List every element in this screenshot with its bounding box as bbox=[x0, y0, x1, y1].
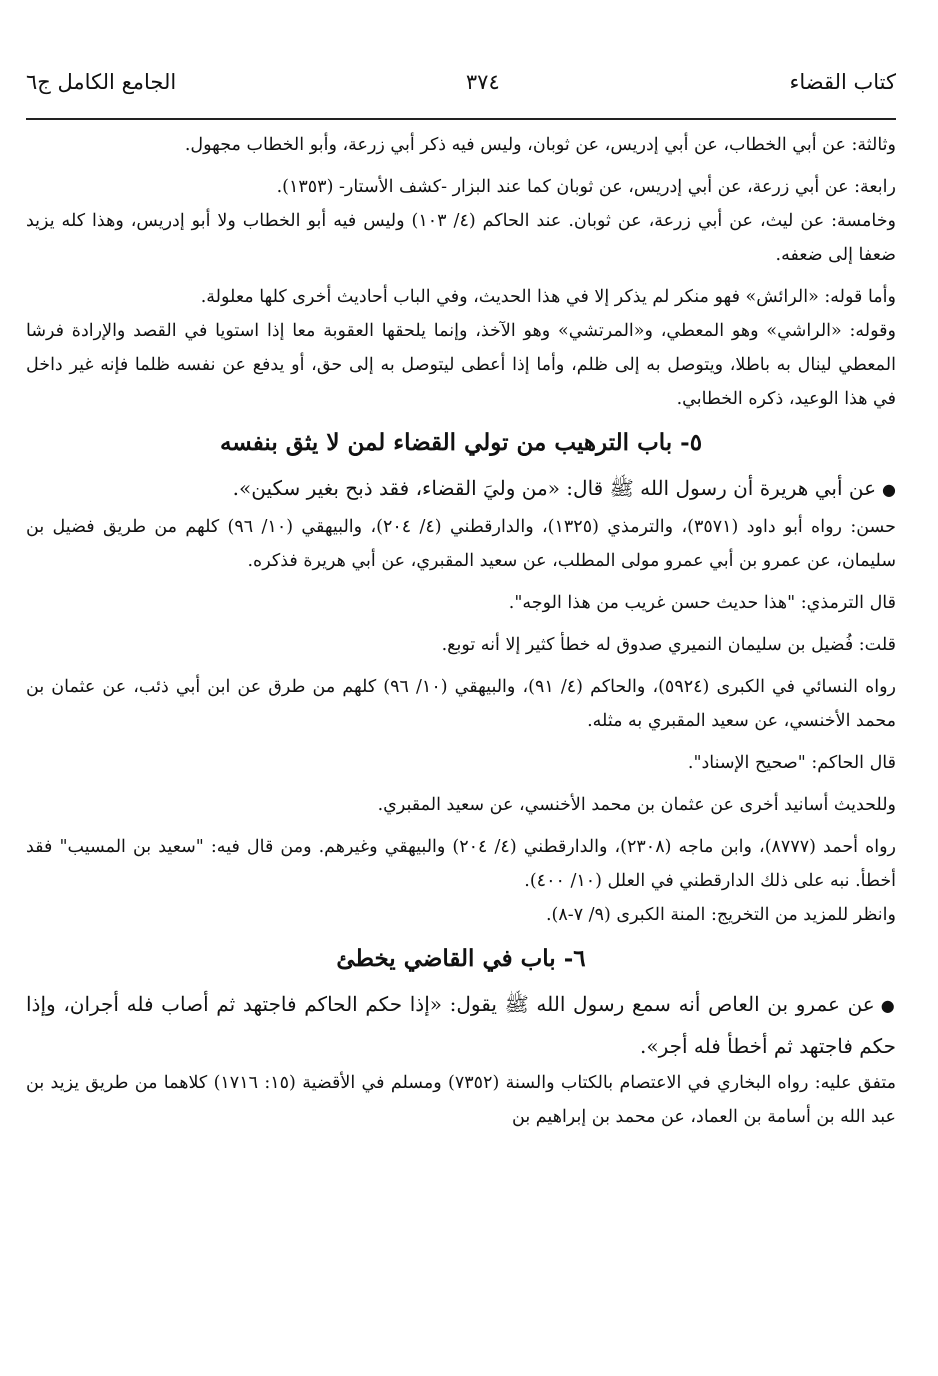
page-number: ٣٧٤ bbox=[465, 70, 500, 94]
paragraph: وللحديث أسانيد أخرى عن عثمان بن محمد الأخنسي، عن سعيد المقبري. bbox=[377, 795, 896, 815]
paragraph: رواه أحمد (٨٧٧٧)، وابن ماجه (٢٣٠٨)، والدارقطني (٤/ ٢٠٤) والبيهقي وغيرهم. ومن قال فيه: "سعيد بن المسيب" فقد أخطأ. نبه على ذلك الدارقطني في العلل (١٠/ ٤٠٠). bbox=[26, 837, 897, 891]
paragraph: وقوله: «الراشي» وهو المعطي، و«المرتشي» وهو الآخذ، وإنما يلحقها العقوبة معا إذا استويا في القصد والإرادة فرشا المعطي لينال به باطلا، ويتوصل به إلى ظلم، وأما إذا أعطى ليتوصل به إلى حق، أو يدفع عن نفسه ظلما فإنه غير داخل في هذا الوعيد، ذكره الخطابي. bbox=[26, 321, 896, 409]
paragraph: قال الترمذي: "هذا حديث حسن غريب من هذا الوجه". bbox=[508, 593, 896, 613]
header-book-title: كتاب القضاء bbox=[789, 70, 896, 94]
page-body bbox=[26, 128, 896, 1134]
hadith-text bbox=[26, 468, 896, 510]
bullet-icon: ● bbox=[880, 996, 896, 1015]
header-rule bbox=[26, 118, 896, 120]
paragraph: قال الحاكم: "صحيح الإسناد". bbox=[687, 753, 896, 773]
paragraph: وثالثة: عن أبي الخطاب، عن أبي إدريس، عن ثوبان، وليس فيه ذكر أبي زرعة، وأبو الخطاب مجهول. bbox=[184, 135, 896, 155]
header-volume-title: الجامع الكامل ج٦ bbox=[26, 70, 177, 94]
paragraph: وأما قوله: «الرائش» فهو منكر لم يذكر إلا في هذا الحديث، وفي الباب أحاديث أخرى كلها معلولة. bbox=[200, 287, 896, 307]
paragraph: قلت: فُضيل بن سليمان النميري صدوق له خطأ كثير إلا أنه توبع. bbox=[441, 635, 896, 655]
paragraph: وخامسة: عن ليث، عن أبي زرعة، عن ثوبان. عند الحاكم (٤/ ١٠٣) وليس فيه أبو الخطاب ولا أبو إدريس، وهذا كله يزيد ضعفا إلى ضعفه. bbox=[26, 211, 896, 265]
paragraph: متفق عليه: رواه البخاري في الاعتصام بالكتاب والسنة (٧٣٥٢) ومسلم في الأقضية (١٥: ١٧١٦) كلاهما من طريق يزيد بن عبد الله بن أسامة بن العماد، عن محمد بن إبراهيم بن bbox=[26, 1073, 896, 1127]
chapter-heading-5: ٥- باب الترهيب من تولي القضاء لمن لا يثق بنفسه bbox=[219, 429, 703, 456]
paragraph: رابعة: عن أبي زرعة، عن أبي إدريس، عن ثوبان كما عند البزار -كشف الأستار- (١٣٥٣). bbox=[276, 177, 896, 197]
hadith-text bbox=[26, 984, 896, 1066]
chapter-heading-6: ٦- باب في القاضي يخطئ bbox=[336, 945, 586, 972]
hadith-5-body: عن أبي هريرة أن رسول الله ﷺ قال: «من وليَ القضاء، فقد ذبح بغير سكين». bbox=[232, 476, 877, 500]
paragraph: رواه النسائي في الكبرى (٥٩٢٤)، والحاكم (٤/ ٩١)، والبيهقي (١٠/ ٩٦) كلهم من طرق عن ابن أبي ذئب، عن عثمان بن محمد الأخنسي، عن سعيد المقبري به مثله. bbox=[26, 677, 896, 731]
bullet-icon: ● bbox=[882, 480, 896, 499]
hadith-6-body: عن عمرو بن العاص أنه سمع رسول الله ﷺ يقول: «إذا حكم الحاكم فاجتهد ثم أصاب فله أجران، وإذا حكم فاجتهد ثم أخطأ فله أجر». bbox=[26, 992, 896, 1058]
paragraph: حسن: رواه أبو داود (٣٥٧١)، والترمذي (١٣٢٥)، والدارقطني (٤/ ٢٠٤)، والبيهقي (١٠/ ٩٦) كلهم من طريق فضيل بن سليمان، عن عمرو بن أبي عمرو مولى المطلب، عن سعيد المقبري، عن أبي هريرة فذكره. bbox=[26, 517, 896, 571]
paragraph: وانظر للمزيد من التخريج: المنة الكبرى (٩/ ٧-٨). bbox=[545, 905, 896, 925]
running-head bbox=[26, 62, 896, 102]
